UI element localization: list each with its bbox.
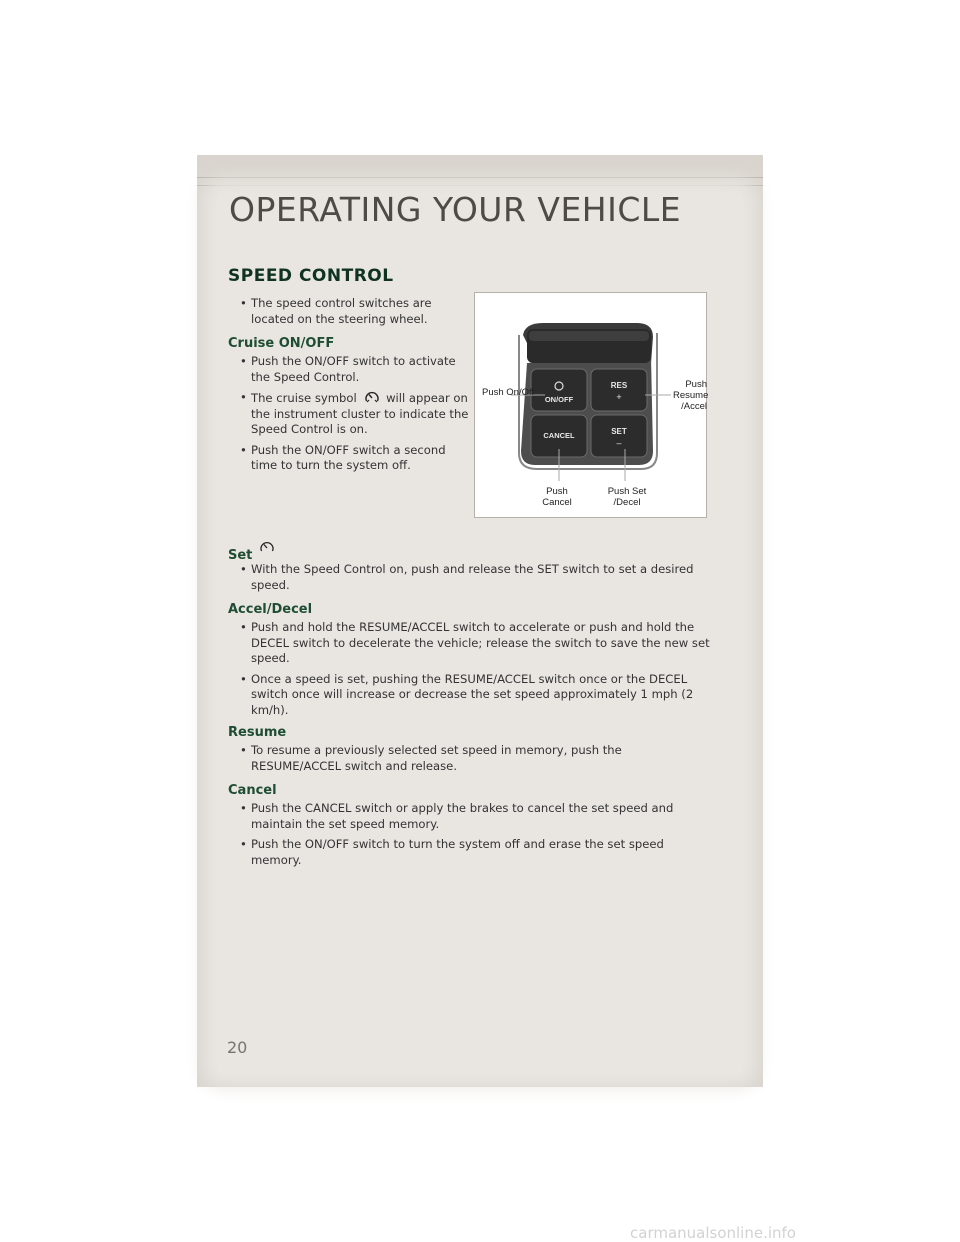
cruise-symbol-icon xyxy=(364,390,380,404)
label-push-set-decel: Push Set /Decel xyxy=(607,486,647,508)
set-button-minus: – xyxy=(616,438,622,448)
resume-list xyxy=(240,743,710,779)
set-button-label: SET xyxy=(611,427,627,436)
list-item: • Push the CANCEL switch or apply the brakes to cancel the set speed and maintain the set speed memory. xyxy=(240,801,710,832)
header-rule-top xyxy=(197,177,763,178)
cruise-set-icon xyxy=(258,540,276,554)
cruise-text-before: The cruise symbol xyxy=(251,391,357,405)
onoff-button-label: ON/OFF xyxy=(544,395,574,404)
intro-list xyxy=(240,296,470,332)
accel-decel-heading: Accel/Decel xyxy=(228,602,313,617)
list-item: • With the Speed Control on, push and release the SET switch to set a desired speed. xyxy=(240,562,710,593)
cancel-heading: Cancel xyxy=(228,783,277,798)
cruise-onoff-list xyxy=(240,354,470,479)
set-list xyxy=(240,562,710,598)
list-item xyxy=(240,390,470,438)
list-item: • Once a speed is set, pushing the RESUME/ACCEL switch once or the DECEL switch once will increase or decrease the set speed approximately 1 mph (2 km/h). xyxy=(240,672,710,719)
list-item: • Push and hold the RESUME/ACCEL switch to accelerate or push and hold the DECEL switch to decelerate the vehicle; release the switch to save the new set speed. xyxy=(240,620,710,667)
resume-heading: Resume xyxy=(228,725,287,740)
list-item: • Push the ON/OFF switch to activate the Speed Control. xyxy=(240,354,470,385)
set-heading: Set xyxy=(228,548,253,563)
cancel-list xyxy=(240,801,710,873)
cruise-onoff-heading: Cruise ON/OFF xyxy=(228,336,335,351)
label-push-cancel: Push Cancel xyxy=(542,486,572,508)
accel-decel-list xyxy=(240,620,710,723)
list-item: • Push the ON/OFF switch to turn the system off and erase the set speed memory. xyxy=(240,837,710,868)
cancel-button-label: CANCEL xyxy=(543,431,575,440)
section-title: SPEED CONTROL xyxy=(228,266,394,286)
list-item: • The speed control switches are located on the steering wheel. xyxy=(240,296,470,327)
speed-control-switch-illustration xyxy=(475,293,709,517)
label-push-resume-accel: Push Resume /Accel xyxy=(673,379,709,412)
res-button-label: RES xyxy=(610,381,628,390)
list-item: • Push the ON/OFF switch a second time to turn the system off. xyxy=(240,443,470,474)
watermark-text: carmanualsonline.info xyxy=(630,1224,796,1242)
list-item: • To resume a previously selected set speed in memory, push the RESUME/ACCEL switch and release. xyxy=(240,743,710,774)
set-heading-row xyxy=(228,540,253,563)
label-push-onoff: Push On/Off xyxy=(482,387,535,398)
steering-wheel-switches-figure xyxy=(474,292,707,518)
cruise-text-after: will appear on the instrument cluster to indicate the Speed Control is on. xyxy=(251,391,469,436)
header-rule-bottom xyxy=(197,185,763,186)
page-number: 20 xyxy=(227,1038,248,1057)
page-header-title: OPERATING YOUR VEHICLE xyxy=(229,190,682,229)
res-button-plus: + xyxy=(616,392,622,402)
